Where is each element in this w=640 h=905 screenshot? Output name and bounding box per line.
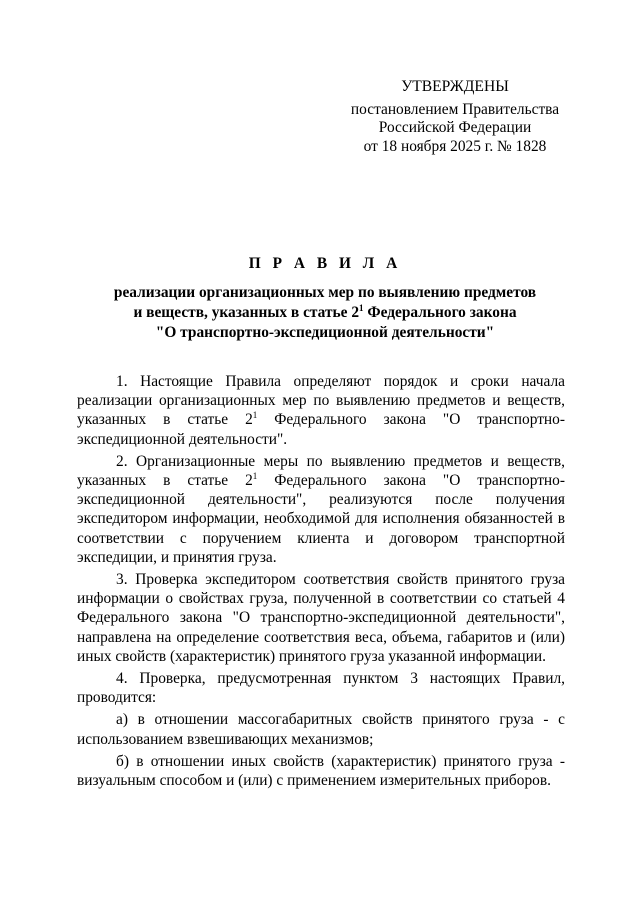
approval-date-line: от 18 ноября 2025 г. № 1828 <box>363 137 547 155</box>
paragraph-4b: б) в отношении иных свойств (характеристик) принятого груза - визуальным способом и (или) с применением измерительных приборов. <box>77 752 565 790</box>
paragraph-1: 1. Настоящие Правила определяют порядок и сроки начала реализации организационных мер по выявлению предметов и веществ, указанных в статье $2^1$ Федерального закона "О транспортно-экспедиционной деятельности". <box>77 373 565 448</box>
paragraph-4a: а) в отношении массогабаритных свойств принятого груза - с использованием взвешивающих механизмов; <box>77 711 565 748</box>
document-title <box>90 255 560 343</box>
title-line: реализации организационных мер по выявлению предметов <box>113 284 537 301</box>
approval-line: Российской Федерации <box>378 119 532 136</box>
paragraph-2: 2. Организационные меры по выявлению предметов и веществ, указанных в статье $2^1$ Федерального закона "О транспортно-экспедиционной деятельности", реализуются после получения экспедитором информации, необходимой для исполнения обязанностей в соответствии с поручением клиента и договором транспортной экспедиции, и принятия груза. <box>77 452 565 566</box>
approval-line: постановлением Правительства <box>350 100 560 118</box>
approval-stamp <box>330 78 580 156</box>
document-body <box>77 372 565 793</box>
title-main: П Р А В И Л А <box>248 255 402 272</box>
title-line: и веществ, указанных в статье $2^1$ Федерального закона <box>133 303 517 321</box>
approval-heading: УТВЕРЖДЕНЫ <box>401 78 509 95</box>
paragraph-3: 3. Проверка экспедитором соответствия свойств принятого груза информации о свойствах груза, полученной в соответствии со статьей 4 Федерального закона "О транспортно-экспедиционной деятельности", направлена на определение соответствия веса, объема, габаритов и (или) иных свойств (характеристик) принятого груза указанной информации. <box>77 571 565 665</box>
paragraph-4: 4. Проверка, предусмотренная пунктом 3 настоящих Правил, проводится: <box>77 670 565 707</box>
title-line: "О транспортно-экспедиционной деятельности" <box>155 324 495 341</box>
